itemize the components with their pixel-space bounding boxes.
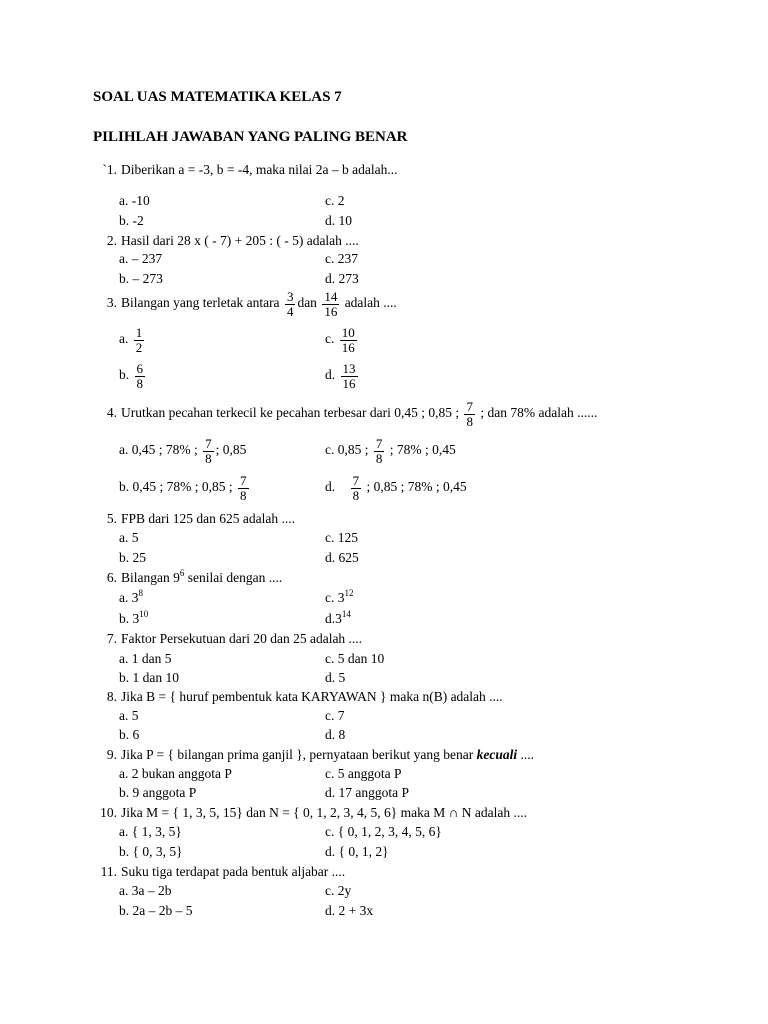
question-number: 4. — [106, 405, 117, 421]
question-number: 9. — [106, 747, 117, 762]
question-7 — [90, 631, 362, 647]
question-text: Suku tiga terdapat pada bentuk aljabar .... — [121, 864, 346, 879]
question-number: 5. — [106, 511, 117, 526]
option-text: a. 0,45 ; 78% ; — [119, 442, 198, 458]
numerator: 7 — [240, 473, 247, 488]
option-letter: a. — [119, 331, 129, 347]
question-text: Bilangan 9 — [121, 570, 180, 585]
question-text: Bilangan yang terletak antara — [121, 295, 280, 311]
denominator: 8 — [136, 375, 143, 391]
question-text: Urutkan pecahan terkecil ke pecahan terbesar dari 0,45 ; 0,85 ; — [121, 405, 460, 421]
option-b: b. -2 — [119, 213, 144, 228]
option-d: d. 273 — [325, 271, 359, 286]
option-text: d. — [325, 479, 336, 495]
question-number: 11. — [100, 864, 117, 879]
numerator: 10 — [341, 325, 355, 340]
option-d — [325, 362, 360, 390]
fraction — [203, 437, 214, 465]
question-3 — [90, 290, 397, 318]
numerator: 3 — [286, 289, 294, 304]
denominator: 16 — [324, 303, 338, 319]
exponent: 6 — [179, 568, 185, 578]
option-text: c. 3 — [325, 590, 345, 605]
exam-instruction: PILIHLAH JAWABAN YANG PALING BENAR — [93, 129, 408, 145]
question-number: 6. — [106, 570, 117, 585]
option-text: c. 0,85 ; — [325, 442, 369, 458]
option-b: b. 1 dan 10 — [119, 670, 179, 685]
question-8 — [90, 689, 503, 705]
question-1 — [90, 162, 398, 178]
option-d: d. 17 anggota P — [325, 785, 409, 800]
option-a — [119, 437, 246, 465]
question-4 — [90, 400, 597, 428]
option-text-post: ; 78% ; 0,45 — [389, 442, 456, 458]
numerator: 1 — [135, 325, 143, 340]
option-b: b. { 0, 3, 5} — [119, 844, 183, 859]
question-number: `1. — [102, 162, 117, 177]
option-c: c. 125 — [325, 530, 358, 545]
question-number: 7. — [106, 631, 117, 646]
question-text: FPB dari 125 dan 625 adalah .... — [121, 511, 295, 526]
option-text-post: ; 0,85 — [215, 442, 247, 458]
option-d — [325, 611, 351, 627]
option-a: a. – 237 — [119, 251, 163, 266]
option-a: a. { 1, 3, 5} — [119, 824, 182, 839]
option-b — [119, 611, 148, 627]
option-a: a. 2 bukan anggota P — [119, 766, 232, 781]
question-text: Faktor Persekutuan dari 20 dan 25 adalah .... — [121, 631, 363, 646]
fraction — [135, 362, 146, 390]
question-number: 8. — [106, 689, 117, 704]
option-c — [325, 590, 354, 606]
denominator: 16 — [341, 339, 355, 355]
numerator: 6 — [136, 361, 143, 376]
option-d: d. 625 — [325, 550, 359, 565]
question-text-post: senilai dengan .... — [184, 570, 283, 585]
question-6 — [90, 570, 282, 586]
question-text: Diberikan a = -3, b = -4, maka nilai 2a – b adalah... — [121, 162, 398, 177]
question-2 — [90, 233, 359, 249]
emphasis-kecuali: kecuali — [476, 747, 518, 762]
numerator: 13 — [342, 361, 356, 376]
option-a: a. 1 dan 5 — [119, 651, 172, 666]
option-a — [119, 326, 146, 354]
question-text: Hasil dari 28 x ( - 7) + 205 : ( - 5) adalah .... — [121, 233, 359, 248]
option-d: d. { 0, 1, 2} — [325, 844, 389, 859]
fraction — [285, 290, 296, 318]
exponent: 8 — [138, 588, 143, 598]
option-b — [119, 474, 251, 502]
option-d: d. 5 — [325, 670, 346, 685]
option-c: c. { 0, 1, 2, 3, 4, 5, 6} — [325, 824, 442, 839]
option-c — [325, 437, 456, 465]
option-text: b. 3 — [119, 611, 140, 626]
option-b: b. – 273 — [119, 271, 163, 286]
option-b: b. 2a – 2b – 5 — [119, 903, 193, 918]
question-text: Jika P = { bilangan prima ganjil }, pernyataan berikut yang benar — [121, 747, 474, 762]
denominator: 16 — [342, 375, 356, 391]
option-c: c. 237 — [325, 251, 358, 266]
denominator: 2 — [135, 339, 143, 355]
option-d: d. 2 + 3x — [325, 903, 374, 918]
exponent: 14 — [341, 609, 351, 619]
fraction — [341, 362, 358, 390]
option-text: b. 0,45 ; 78% ; 0,85 ; — [119, 479, 233, 495]
question-number: 10. — [100, 805, 117, 820]
option-a: a. 5 — [119, 708, 139, 723]
option-c — [325, 326, 359, 354]
option-a: a. -10 — [119, 193, 150, 208]
option-a: a. 5 — [119, 530, 139, 545]
numerator: 14 — [324, 289, 338, 304]
denominator: 4 — [286, 303, 294, 319]
option-text: a. 3 — [119, 590, 139, 605]
denominator: 8 — [352, 487, 360, 503]
option-letter: d. — [325, 367, 336, 383]
numerator: 7 — [375, 436, 383, 451]
question-text: Jika M = { 1, 3, 5, 15} dan N = { 0, 1, 2, 3, 4, 5, 6} maka M ∩ N adalah .... — [121, 805, 527, 820]
option-c: c. 2 — [325, 193, 345, 208]
option-b: b. 9 anggota P — [119, 785, 197, 800]
option-b: b. 6 — [119, 727, 140, 742]
option-d — [325, 474, 467, 502]
question-11 — [90, 864, 345, 880]
option-text: d.3 — [325, 611, 342, 626]
denominator: 8 — [375, 450, 383, 466]
fraction — [134, 326, 145, 354]
option-a — [119, 590, 143, 606]
denominator: 8 — [466, 413, 473, 429]
question-text-post: adalah .... — [344, 295, 397, 311]
numerator: 7 — [352, 473, 360, 488]
option-d: d. 10 — [325, 213, 352, 228]
option-b — [119, 362, 147, 390]
option-letter: c. — [325, 331, 335, 347]
numerator: 7 — [205, 436, 212, 451]
numerator: 7 — [466, 399, 473, 414]
exponent: 10 — [139, 609, 149, 619]
option-d: d. 8 — [325, 727, 346, 742]
option-letter: b. — [119, 367, 130, 383]
denominator: 8 — [205, 450, 212, 466]
question-5 — [90, 511, 295, 527]
exponent: 12 — [344, 588, 354, 598]
question-number: 3. — [106, 295, 117, 311]
option-a: a. 3a – 2b — [119, 883, 172, 898]
option-c: c. 7 — [325, 708, 345, 723]
option-c: c. 5 anggota P — [325, 766, 402, 781]
fraction — [464, 400, 475, 428]
question-9 — [90, 747, 534, 763]
fraction — [374, 437, 385, 465]
question-number: 2. — [106, 233, 117, 248]
option-c: c. 2y — [325, 883, 352, 898]
option-c: c. 5 dan 10 — [325, 651, 385, 666]
fraction — [340, 326, 357, 354]
exam-title: SOAL UAS MATEMATIKA KELAS 7 — [93, 89, 342, 105]
denominator: 8 — [240, 487, 247, 503]
fraction — [351, 474, 362, 502]
question-text: Jika B = { huruf pembentuk kata KARYAWAN } maka n(B) adalah .... — [121, 689, 503, 704]
question-10 — [90, 805, 527, 821]
option-b: b. 25 — [119, 550, 146, 565]
question-text-post: ; dan 78% adalah ...... — [480, 405, 598, 421]
question-text-post: .... — [517, 747, 534, 762]
option-text-post: ; 0,85 ; 78% ; 0,45 — [366, 479, 467, 495]
fraction — [238, 474, 249, 502]
fraction — [322, 290, 339, 318]
question-text-mid: dan — [297, 295, 317, 311]
